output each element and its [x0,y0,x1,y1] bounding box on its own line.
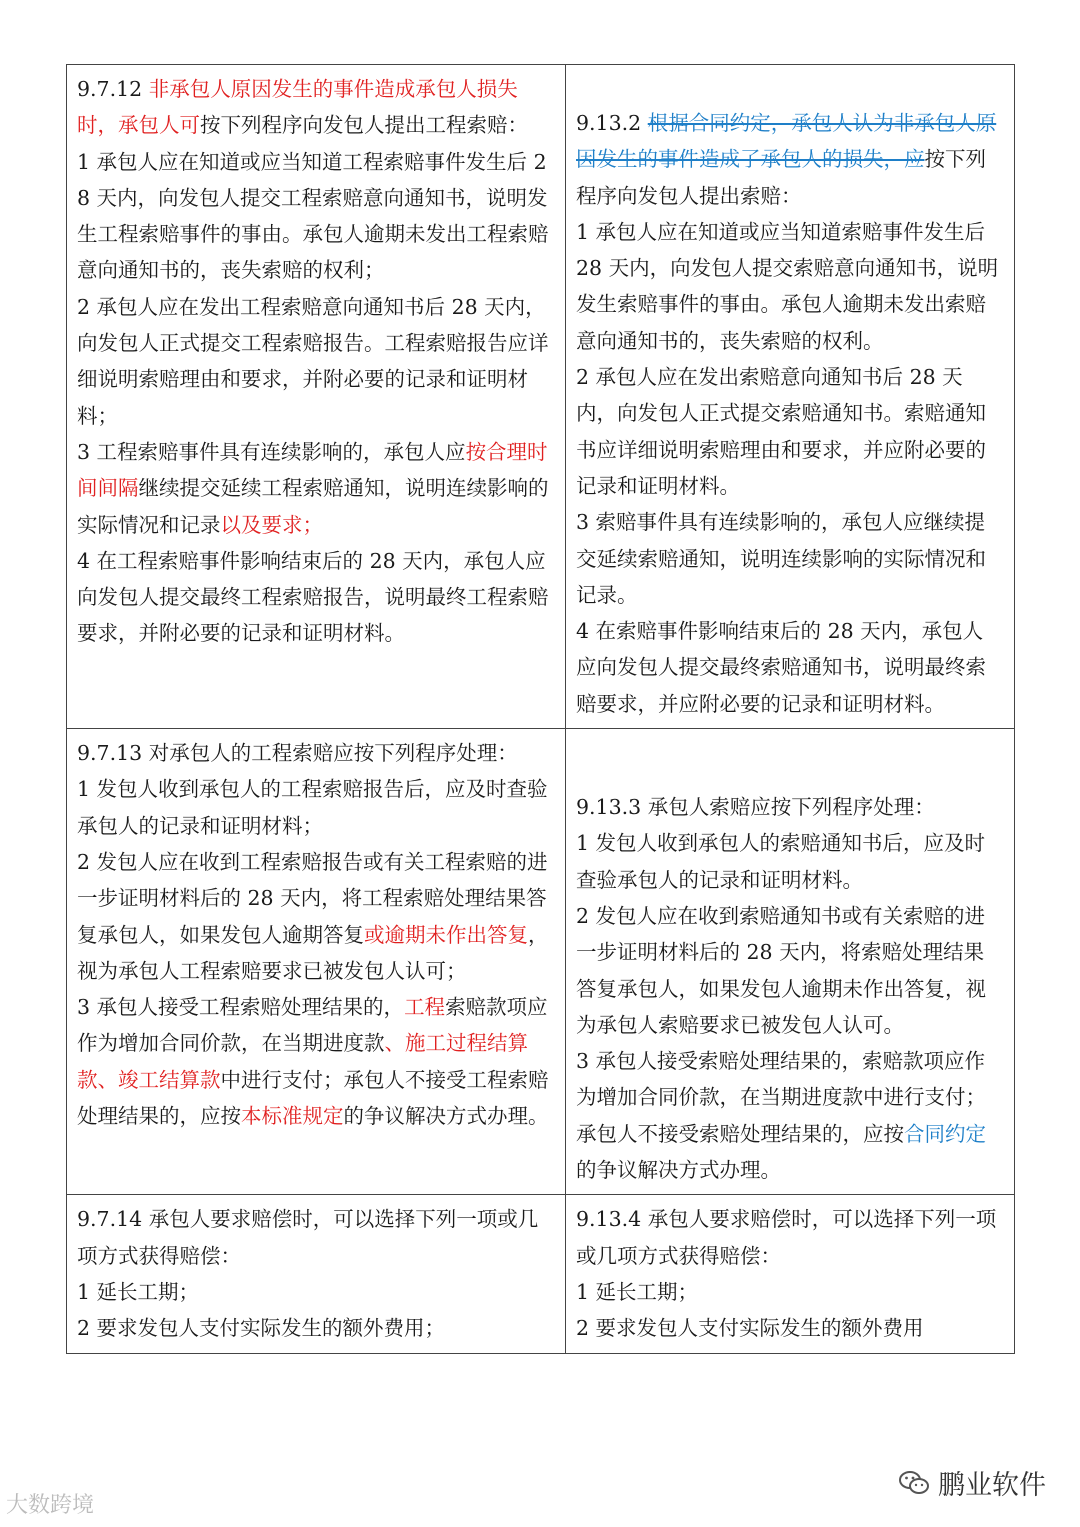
text-segment: 1 承包人应在知道或应当知道工程索赔事件发生后 28 天内，向发包人提交工程索赔意向通知书，说明发生工程索赔事件的事由。承包人逾期未发出工程索赔意向通知书的，丧失索赔的权利； [77,149,549,283]
brand-badge [898,1463,1046,1502]
text-segment: 按下列程序向发包人提出工程索赔： [200,113,528,138]
clause-item [77,144,551,289]
text-segment: 1 发包人收到承包人的工程索赔报告后，应及时查验承包人的记录和证明材料； [77,777,548,838]
highlighted-text: 根据合同约定，承包人认为非承包人原因发生的事件造成了承包人的损失，应 [576,111,997,172]
highlighted-text: 或逾期未作出答复 [364,922,528,947]
text-segment: 中进行支付；承包人不接受工程索赔处理结果的，应按 [77,1067,549,1129]
clause-title [576,1201,1000,1274]
text-segment: 的争议解决方式办理。 [576,1158,781,1183]
clause-title [576,789,1000,825]
text-segment: 2 发包人应在收到索赔通知书或有关索赔的进一步证明材料后的 28 天内，将索赔处理结果答复承包人，如果发包人逾期未作出答复，视为承包人索赔要求已被发包人认可。 [576,903,986,1037]
text-segment: 2 要求发包人支付实际发生的额外费用 [576,1316,924,1341]
text-segment: 9.13.2 [576,111,648,135]
text-segment: 3 工程索赔事件具有连续影响的，承包人应 [77,439,466,464]
text-segment: 3 索赔事件具有连续影响的，承包人应继续提交延续索赔通知，说明连续影响的实际情况和记录。 [576,510,986,607]
text-segment: ，视为承包人工程索赔要求已被发包人认可； [77,922,549,983]
text-segment: 1 延长工期； [576,1279,699,1304]
clause-item [77,289,551,434]
clause-item [576,1274,1000,1310]
text-segment: 9.13.4 承包人要求赔偿时，可以选择下列一项或几项方式获得赔偿： [576,1207,997,1268]
clause-9-7-14-cell [67,1195,566,1353]
clause-item [576,1043,1000,1188]
text-segment: 2 承包人应在发出工程索赔意向通知书后 28 天内，向发包人正式提交工程索赔报告。工程索赔报告应详细说明索赔理由和要求，并附必要的记录和证明材料； [77,294,549,428]
text-segment: 9.7.14 承包人要求赔偿时，可以选择下列一项或几项方式获得赔偿： [77,1207,539,1268]
watermark-text: 大数跨境 [6,1493,95,1518]
clause-item [576,359,1000,504]
clause-item [576,898,1000,1043]
table-row [67,1195,1015,1353]
clause-item [77,1310,551,1346]
highlighted-text: 工程 [404,995,446,1020]
highlighted-text: 、施工过程结算款、竣工结算款 [77,1031,528,1092]
text-segment: 3 承包人接受工程索赔处理结果的， [77,995,405,1020]
clause-item [77,543,551,652]
clause-9-13-4-cell [566,1195,1015,1353]
text-segment: 9.7.12 [77,77,149,101]
text-segment: 4 在工程索赔事件影响结束后的 28 天内，承包人应向发包人提交最终工程索赔报告，说明最终工程索赔要求，并附必要的记录和证明材料。 [77,548,549,646]
text-segment: 1 延长工期； [77,1279,200,1304]
clause-title [77,735,551,771]
text-segment: 1 承包人应在知道或应当知道索赔事件发生后 28 天内，向发包人提交索赔意向通知书，说明发生索赔事件的事由。承包人逾期未发出索赔意向通知书的，丧失索赔的权利。 [576,219,999,353]
clause-item [576,825,1000,898]
table-row [67,65,1015,729]
highlighted-text: 按合理时间间隔 [77,439,548,501]
highlighted-text: 本标准规定 [241,1104,344,1129]
clause-item [576,214,1000,359]
clause-title [77,1201,551,1274]
text-segment: 1 发包人收到承包人的索赔通知书后，应及时查验承包人的记录和证明材料。 [576,831,986,892]
clause-item [77,844,551,989]
clause-9-7-12-cell [67,65,566,729]
text-segment: 9.13.3 承包人索赔应按下列程序处理： [576,795,935,820]
clause-item [77,989,551,1134]
text-segment: 9.7.13 对承包人的工程索赔应按下列程序处理： [77,741,518,766]
comparison-table [66,64,1015,1354]
clause-item [576,1310,1000,1346]
text-segment: 的争议解决方式办理。 [343,1104,549,1129]
clause-item [77,771,551,844]
clause-item [576,613,1000,722]
highlighted-text: 合同约定 [904,1121,986,1146]
highlighted-text: 非承包人原因发生的事件造成承包人损失时，承包人可 [77,77,518,138]
text-segment: 2 要求发包人支付实际发生的额外费用； [77,1316,446,1341]
text-segment: 索赔款项应作为增加合同价款，在当期进度款 [77,995,548,1056]
text-segment: 4 在索赔事件影响结束后的 28 天内，承包人应向发包人提交最终索赔通知书，说明最终索赔要求，并应附必要的记录和证明材料。 [576,619,986,716]
brand-name: 鹏业软件 [938,1470,1046,1501]
highlighted-text: 以及要求； [220,512,323,537]
text-segment: 2 承包人应在发出索赔意向通知书后 28 天内，向发包人正式提交索赔通知书。索赔通知书应详细说明索赔理由和要求，并应附必要的记录和证明材料。 [576,365,986,498]
wechat-icon [898,1469,930,1497]
text-segment: 2 发包人应在收到工程索赔报告或有关工程索赔的进一步证明材料后的 28 天内，将工程索赔处理结果答复承包人，如果发包人逾期答复 [77,849,548,947]
clause-9-7-13-cell [67,729,566,1195]
text-segment: 按下列程序向发包人提出索赔： [576,147,986,208]
text-segment: 3 承包人接受索赔处理结果的，索赔款项应作为增加合同价款，在当期进度款中进行支付；承包人不接受索赔处理结果的，应按 [576,1049,986,1146]
clause-9-13-2-cell [566,65,1015,729]
clause-item [77,1274,551,1310]
clause-item [77,434,551,543]
clause-title [576,105,1000,214]
clause-9-13-3-cell [566,729,1015,1195]
clause-item [576,504,1000,613]
table-row [67,729,1015,1195]
text-segment: 继续提交延续工程索赔通知，说明连续影响的实际情况和记录 [77,476,549,537]
clause-title [77,71,551,144]
